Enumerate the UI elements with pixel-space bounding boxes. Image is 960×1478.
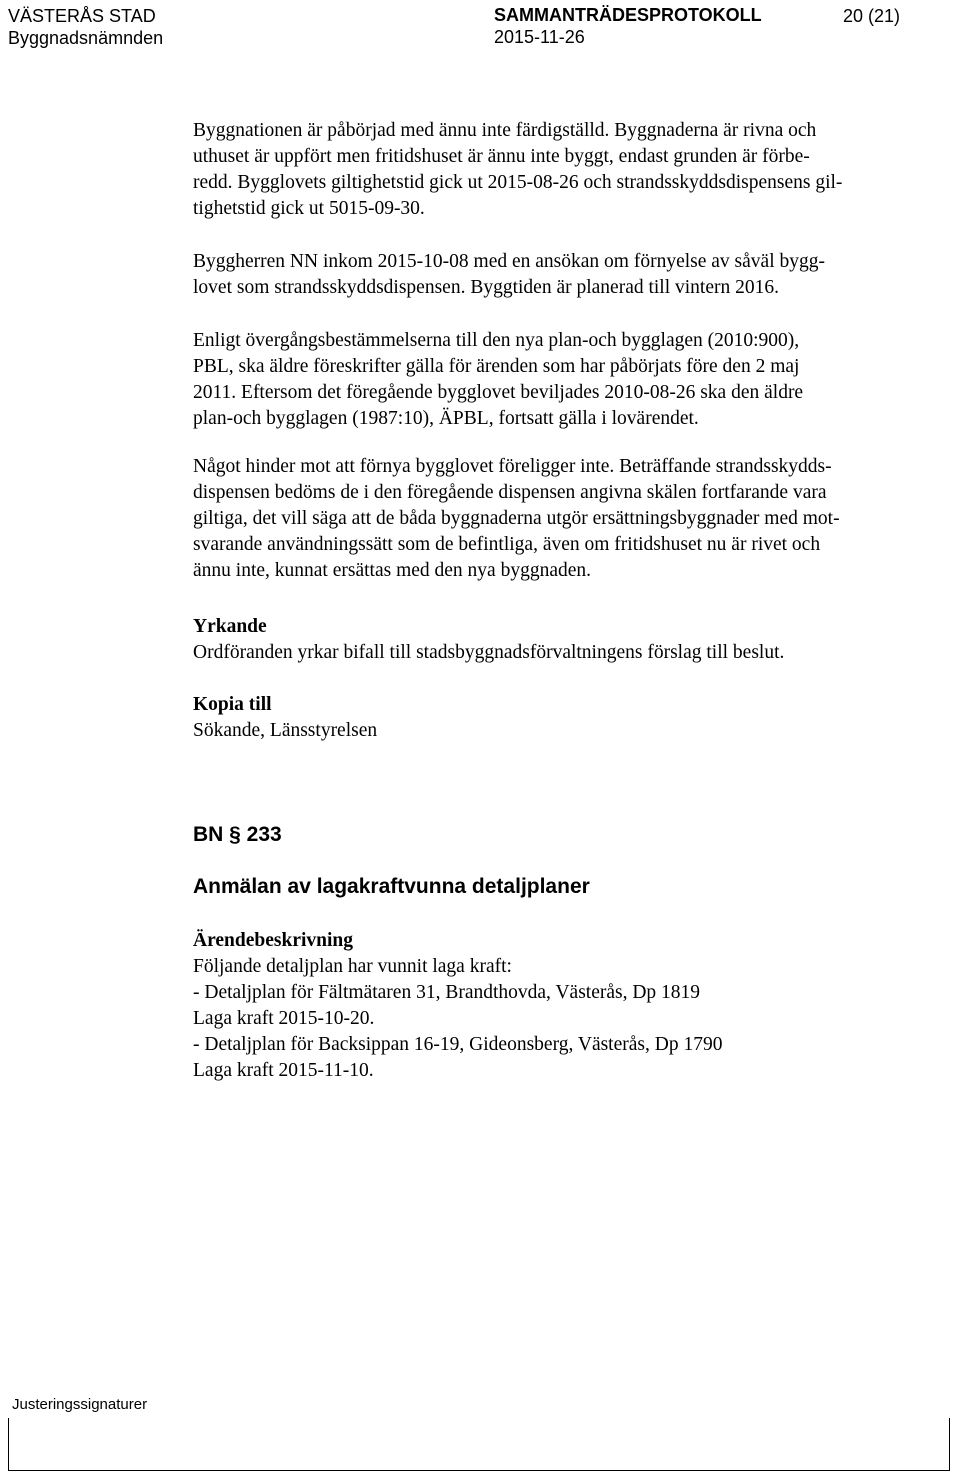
paragraph-line: dispensen bedöms de i den föregående dispensen angivna skälen fortfarande vara xyxy=(193,482,827,503)
justeringssignaturer-label: Justeringssignaturer xyxy=(12,1396,148,1413)
kopia-heading: Kopia till xyxy=(193,694,272,715)
paragraph-2 xyxy=(193,249,933,301)
paragraph-line: Enligt övergångsbestämmelserna till den nya plan-och bygglagen (2010:900), xyxy=(193,330,800,351)
arendebeskrivning-section xyxy=(193,928,933,1084)
page-number: 20 (21) xyxy=(843,6,901,26)
paragraph-line: tighetstid gick ut 5015-09-30. xyxy=(193,198,425,219)
description-line: Laga kraft 2015-11-10. xyxy=(193,1060,374,1081)
description-line: Laga kraft 2015-10-20. xyxy=(193,1008,375,1029)
paragraph-line: Byggherren NN inkom 2015-10-08 med en ansökan om förnyelse av såväl bygg- xyxy=(193,251,825,272)
arendebeskrivning-heading: Ärendebeskrivning xyxy=(193,930,353,951)
paragraph-line: PBL, ska äldre föreskrifter gälla för ärenden som har påbörjats före den 2 maj xyxy=(193,356,800,377)
paragraph-line: redd. Bygglovets giltighetstid gick ut 2015-08-26 och strandsskyddsdispensens gil- xyxy=(193,172,843,193)
kopia-text: Sökande, Länsstyrelsen xyxy=(193,720,378,741)
meeting-date: 2015-11-26 xyxy=(494,27,585,47)
paragraph-line: giltiga, det vill säga att de båda byggnaderna utgör ersättningsbyggnader med mot- xyxy=(193,508,840,529)
paragraph-line: ännu inte, kunnat ersättas med den nya byggnaden. xyxy=(193,560,592,581)
paragraph-line: svarande användningssätt som de befintliga, även om fritidshuset nu är rivet och xyxy=(193,534,821,555)
paragraph-4 xyxy=(193,454,933,584)
signature-box xyxy=(8,1418,950,1471)
description-line: Följande detaljplan har vunnit laga kraft: xyxy=(193,956,512,977)
paragraph-line: uthuset är uppfört men fritidshuset är ännu inte byggt, endast grunden är förbe- xyxy=(193,146,810,167)
description-line: - Detaljplan för Fältmätaren 31, Brandthovda, Västerås, Dp 1819 xyxy=(193,982,701,1003)
document-type: SAMMANTRÄDESPROTOKOLL xyxy=(494,5,762,25)
paragraph-line: Något hinder mot att förnya bygglovet föreligger inte. Beträffande strandsskydds- xyxy=(193,456,832,477)
yrkande-heading: Yrkande xyxy=(193,616,267,637)
yrkande-section xyxy=(193,614,933,666)
organization-name: VÄSTERÅS STAD xyxy=(8,6,156,26)
section-title: Anmälan av lagakraftvunna detaljplaner xyxy=(193,875,590,898)
yrkande-text: Ordföranden yrkar bifall till stadsbyggnadsförvaltningens förslag till beslut. xyxy=(193,642,785,663)
description-line: - Detaljplan för Backsippan 16-19, Gideonsberg, Västerås, Dp 1790 xyxy=(193,1034,723,1055)
paragraph-1 xyxy=(193,118,933,222)
kopia-section xyxy=(193,692,933,744)
paragraph-line: lovet som strandsskyddsdispensen. Byggtiden är planerad till vintern 2016. xyxy=(193,277,779,298)
section-number: BN § 233 xyxy=(193,823,282,846)
department-name: Byggnadsnämnden xyxy=(8,28,164,48)
paragraph-line: 2011. Eftersom det föregående bygglovet beviljades 2010-08-26 ska den äldre xyxy=(193,382,804,403)
paragraph-line: plan-och bygglagen (1987:10), ÄPBL, fortsatt gälla i lovärendet. xyxy=(193,408,699,429)
paragraph-3 xyxy=(193,328,933,432)
paragraph-line: Byggnationen är påbörjad med ännu inte färdigställd. Byggnaderna är rivna och xyxy=(193,120,817,141)
